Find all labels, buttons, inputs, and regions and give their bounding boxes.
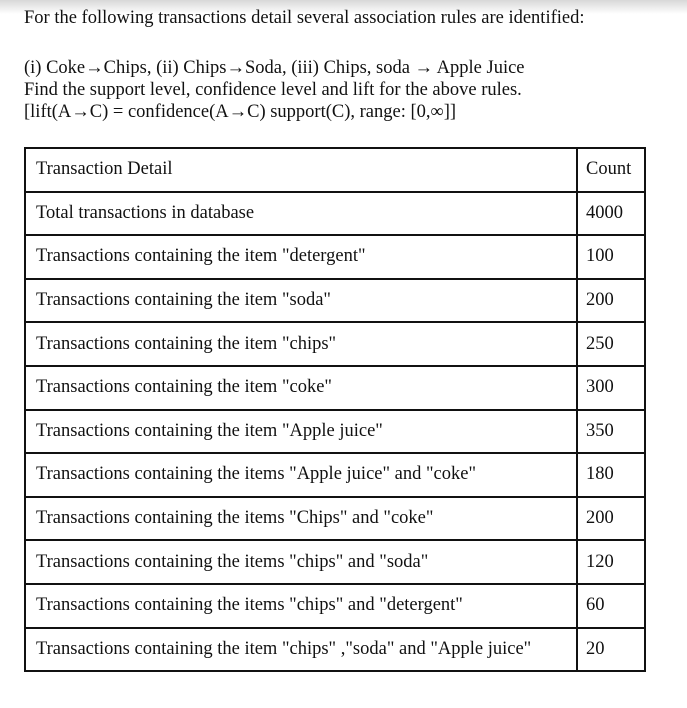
table-row [25, 628, 645, 672]
row-detail: Transactions containing the item "soda" [25, 279, 577, 323]
row-detail: Transactions containing the item "chips" ,"soda" and "Apple juice" [25, 628, 577, 672]
row-count: 120 [577, 540, 645, 584]
row-count: 60 [577, 584, 645, 628]
question-task: Find the support level, confidence level and lift for the above rules. [24, 80, 522, 100]
question-formula: [lift(A→C) = confidence(A→C) support(C), range: [0,∞]] [24, 102, 457, 122]
row-count: 350 [577, 410, 645, 454]
row-count: 250 [577, 322, 645, 366]
row-detail: Transactions containing the item "Apple juice" [25, 410, 577, 454]
table-row [25, 366, 645, 410]
row-detail: Transactions containing the items "chips" and "soda" [25, 540, 577, 584]
table-row [25, 235, 645, 279]
row-count: 300 [577, 366, 645, 410]
row-detail: Transactions containing the items "Apple juice" and "coke" [25, 453, 577, 497]
row-count: 180 [577, 453, 645, 497]
table-row [25, 192, 645, 236]
row-count: 100 [577, 235, 645, 279]
table-row [25, 540, 645, 584]
header-count: Count [577, 148, 645, 192]
row-count: 20 [577, 628, 645, 672]
transactions-table [24, 147, 646, 672]
row-detail: Transactions containing the item "coke" [25, 366, 577, 410]
row-detail: Transactions containing the items "chips" and "detergent" [25, 584, 577, 628]
question-rules: (i) Coke→Chips, (ii) Chips→Soda, (iii) Chips, soda → Apple Juice [24, 58, 525, 78]
row-detail: Transactions containing the item "detergent" [25, 235, 577, 279]
table-row [25, 410, 645, 454]
table-row [25, 584, 645, 628]
row-count: 200 [577, 497, 645, 541]
row-detail: Transactions containing the items "Chips" and "coke" [25, 497, 577, 541]
table-row [25, 497, 645, 541]
row-detail: Total transactions in database [25, 192, 577, 236]
header-detail: Transaction Detail [25, 148, 577, 192]
row-count: 200 [577, 279, 645, 323]
row-count: 4000 [577, 192, 645, 236]
table-row [25, 279, 645, 323]
question-intro: For the following transactions detail several association rules are identified: [24, 8, 585, 28]
table-row [25, 453, 645, 497]
row-detail: Transactions containing the item "chips" [25, 322, 577, 366]
table-row [25, 322, 645, 366]
table-header-row [25, 148, 645, 192]
